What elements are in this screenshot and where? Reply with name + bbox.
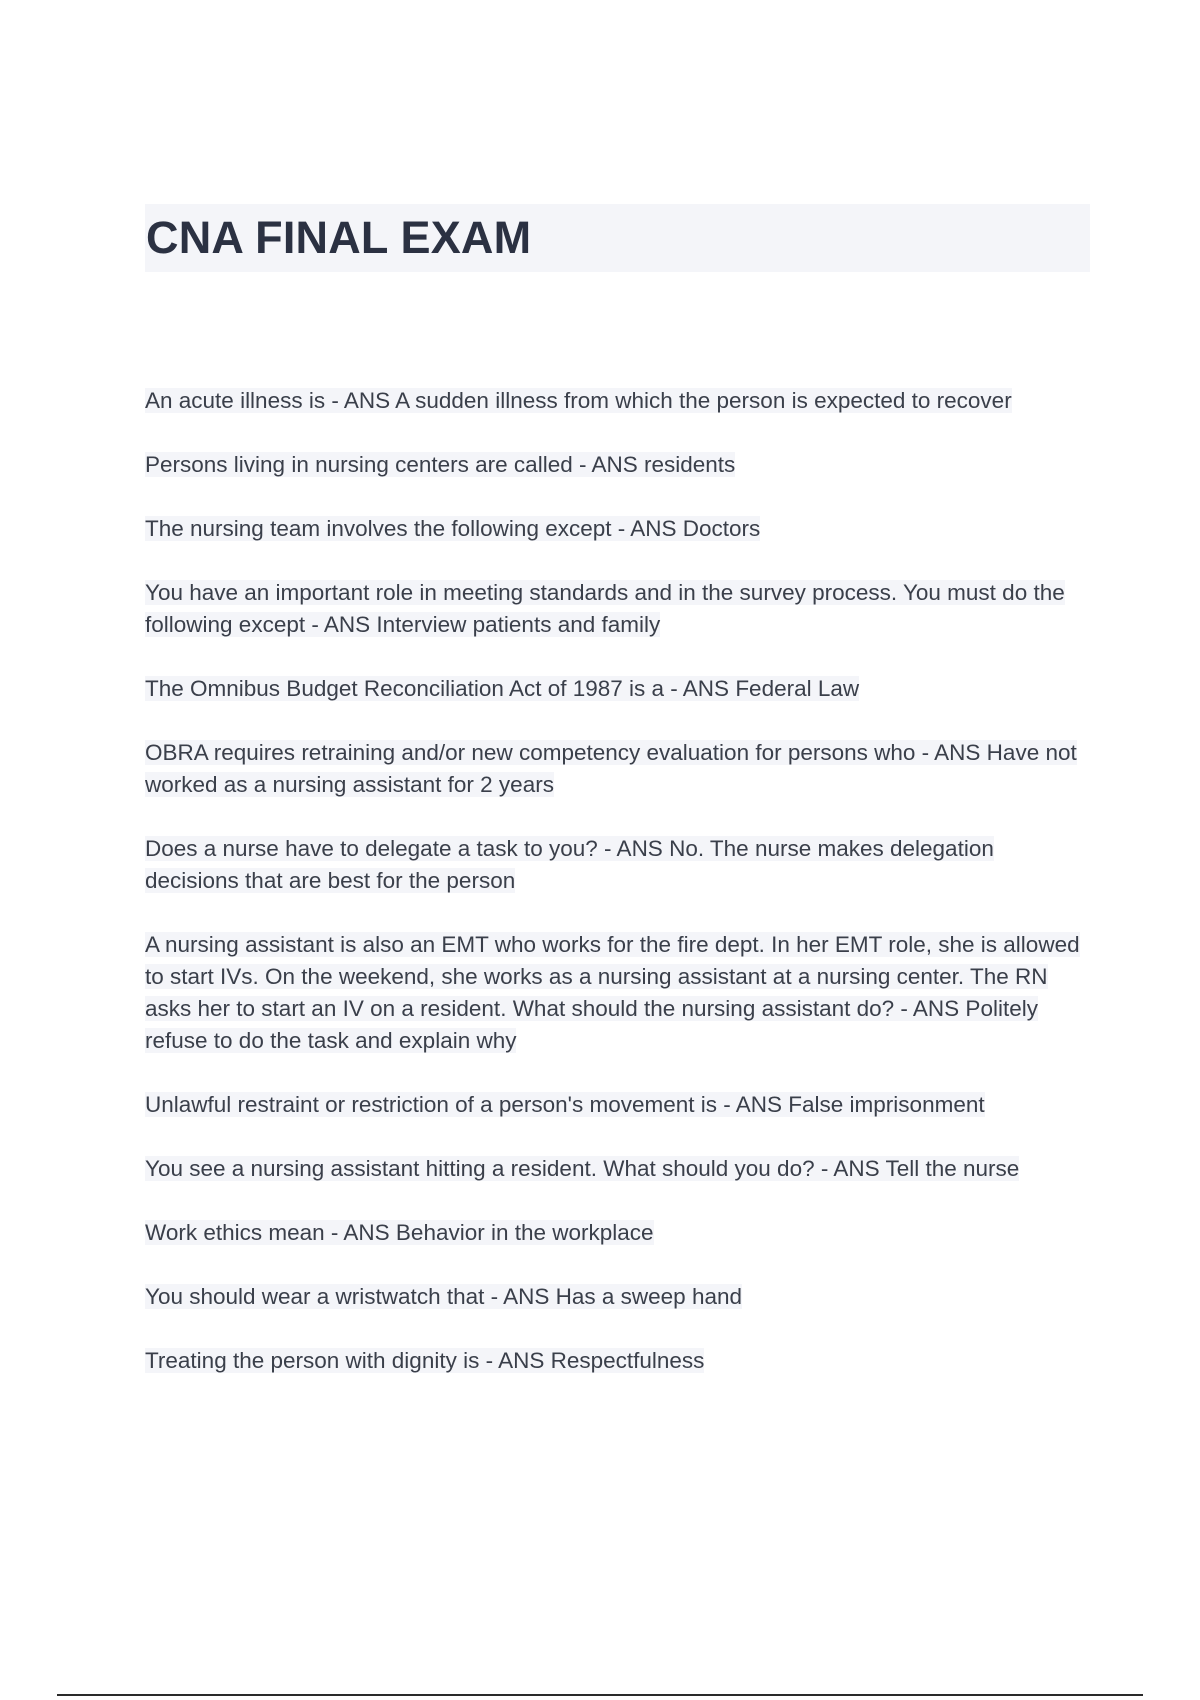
qa-item	[145, 1153, 1090, 1185]
qa-item	[145, 929, 1090, 1057]
qa-item	[145, 1217, 1090, 1249]
qa-item	[145, 1345, 1090, 1377]
qa-item	[145, 833, 1090, 897]
qa-text: Persons living in nursing centers are called - ANS residents	[145, 452, 736, 477]
qa-text: An acute illness is - ANS A sudden illness from which the person is expected to recover	[145, 388, 1012, 413]
qa-text: The Omnibus Budget Reconciliation Act of 1987 is a - ANS Federal Law	[145, 676, 860, 701]
footer-divider	[57, 1694, 1143, 1696]
title-block	[145, 204, 1090, 272]
qa-text: Unlawful restraint or restriction of a person's movement is - ANS False imprisonment	[145, 1092, 985, 1117]
qa-text: Does a nurse have to delegate a task to you? - ANS No. The nurse makes delegation decisions that are best for the person	[145, 836, 994, 893]
qa-text: The nursing team involves the following except - ANS Doctors	[145, 516, 761, 541]
question-answer-list	[145, 385, 1090, 1409]
qa-text: You see a nursing assistant hitting a resident. What should you do? - ANS Tell the nurse	[145, 1156, 1020, 1181]
qa-item	[145, 1281, 1090, 1313]
document-title: CNA FINAL EXAM	[146, 212, 532, 263]
qa-text: A nursing assistant is also an EMT who works for the fire dept. In her EMT role, she is allowed to start IVs. On the weekend, she works as a nursing assistant at a nursing center. The RN asks her to start an IV on a resident. What should the nursing assistant do? - ANS Politely refuse to do the task and explain why	[145, 932, 1080, 1053]
qa-text: OBRA requires retraining and/or new competency evaluation for persons who - ANS Have not worked as a nursing assistant for 2 years	[145, 740, 1077, 797]
qa-text: You have an important role in meeting standards and in the survey process. You must do the following except - ANS Interview patients and family	[145, 580, 1065, 637]
qa-text: Work ethics mean - ANS Behavior in the workplace	[145, 1220, 654, 1245]
qa-item	[145, 513, 1090, 545]
qa-item	[145, 673, 1090, 705]
qa-item	[145, 1089, 1090, 1121]
qa-item	[145, 449, 1090, 481]
qa-item	[145, 385, 1090, 417]
qa-item	[145, 577, 1090, 641]
qa-text: Treating the person with dignity is - ANS Respectfulness	[145, 1348, 705, 1373]
qa-item	[145, 737, 1090, 801]
qa-text: You should wear a wristwatch that - ANS Has a sweep hand	[145, 1284, 742, 1309]
